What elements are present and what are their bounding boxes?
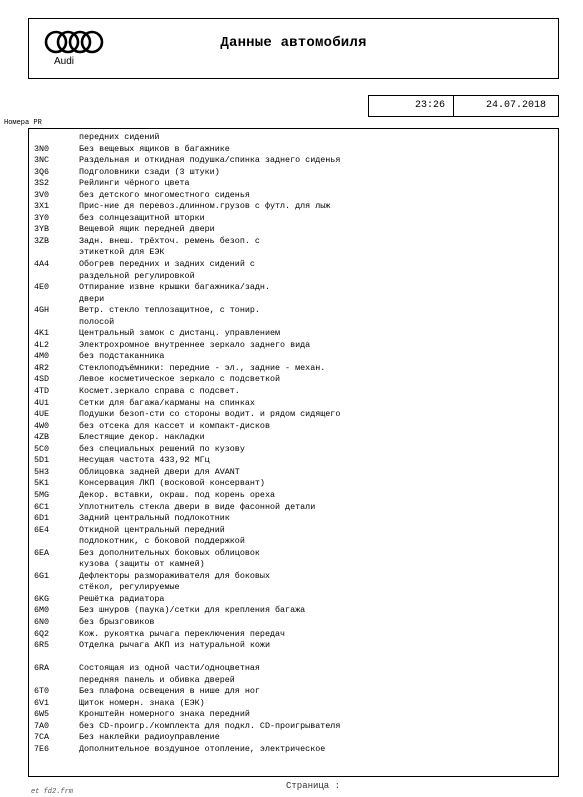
pr-description: Щиток номерн. знака (ЕЭК) [79,697,205,708]
pr-description: стёкол, регулируемые [79,582,180,593]
pr-code: 6Q2 [34,628,50,639]
pr-code: 5D1 [34,455,50,466]
pr-code: 4L2 [34,339,50,350]
list-item [34,282,554,294]
list-item [34,698,554,710]
pr-description: кузова (защиты от камней) [79,559,205,570]
pr-code: 3N0 [34,143,50,154]
brand-name: Audi [53,56,74,67]
pr-code: 6D1 [34,513,50,524]
pr-description: Раздельная и откидная подушка/спинка заднего сиденья [79,155,341,166]
pr-code: 6E4 [34,524,50,535]
pr-code: 6N0 [34,616,50,627]
list-item [34,490,554,502]
pr-code: 4K1 [34,328,50,339]
pr-code [34,582,79,594]
pr-description: двери [79,293,105,304]
pr-description: Без дополнительных боковых облицовок [79,547,260,558]
pr-description [79,652,554,664]
pr-description: Задн. внеш. трёхточ. ремень безоп. с [79,235,260,246]
pr-description: без CD-проигр./комплекта для подкл. CD-проигрывателя [79,720,341,731]
pr-description: Сетки для багажа/карманы на спинках [79,397,255,408]
pr-description: Консервация ЛКП (восковой консервант) [79,478,265,489]
pr-description: Дефлекторы размораживателя для боковых [79,570,270,581]
list-item [34,629,554,641]
pr-description: раздельной регулировкой [79,270,195,281]
time-value: 23:26 [414,100,445,111]
pr-code: 6KG [34,593,50,604]
list-item [34,155,554,167]
pr-code: 7A0 [34,720,50,731]
pr-description: Космет.зеркало справа с подсвет. [79,386,240,397]
pr-code: 4ZB [34,432,50,443]
pr-code: 3V0 [34,189,50,200]
pr-code: 6W5 [34,709,50,720]
pr-description: полосой [79,316,115,327]
pr-description: Блестящие декор. накладки [79,432,205,443]
pr-code [34,132,79,144]
section-label: Номера PR [4,119,42,127]
list-item [34,652,554,664]
pr-number-list [28,128,559,777]
pr-description: Центральный замок с дистанц. управлением [79,328,281,339]
timestamp-box [368,95,559,117]
pr-description: Подголовники сзади (3 штуки) [79,166,220,177]
pr-code [34,271,79,283]
list-item [34,294,554,306]
list-item [34,721,554,733]
pr-code: 6M0 [34,605,50,616]
list-item [34,525,554,537]
list-item [34,340,554,352]
list-item [34,709,554,721]
pr-code: 4M0 [34,351,50,362]
list-item [34,663,554,675]
pr-description: этикеткой для ЕЭК [79,247,165,258]
pr-description: без специальных решений по кузову [79,443,245,454]
list-item [34,271,554,283]
list-item [34,409,554,421]
document-header [28,18,559,79]
pr-description: Задний центральный подлокотник [79,513,230,524]
form-file-name: et fd2.frm [31,788,74,796]
pr-code: 6T0 [34,686,50,697]
pr-description: Ветр. стекло теплозащитное, с тонир. [79,305,260,316]
list-item [34,132,554,144]
pr-description: Прис-ние дя перевоз.длинном.грузов с футл. для лыж [79,201,331,212]
pr-code [34,652,79,664]
list-item [34,640,554,652]
list-item [34,455,554,467]
pr-description: Состоящая из одной части/одноцветная [79,663,260,674]
list-item [34,178,554,190]
page-title: Данные автомобиля [220,35,367,51]
pr-description: Облицовка задней двери для AVANT [79,466,240,477]
pr-code [34,536,79,548]
pr-code: 5MG [34,489,50,500]
pr-code: 4E0 [34,282,50,293]
pr-description: Декор. вставки, окраш. под корень ореха [79,489,276,500]
list-item [34,675,554,687]
list-item [34,236,554,248]
list-item [34,594,554,606]
list-item [34,201,554,213]
pr-code: 4A4 [34,259,50,270]
list-item [34,478,554,490]
pr-code: 6G1 [34,570,50,581]
list-item [34,732,554,744]
pr-description: без отсека для кассет и компакт-дисков [79,420,270,431]
pr-code: 4TD [34,386,50,397]
list-item [34,744,554,756]
pr-code: 6EA [34,547,50,558]
pr-code [34,294,79,306]
list-item [34,548,554,560]
pr-code: 4W0 [34,420,50,431]
pr-description: Решётка радиатора [79,593,165,604]
list-item [34,305,554,317]
pr-description: Уплотнитель стекла двери в виде фасонной детали [79,501,316,512]
list-item [34,398,554,410]
list-item [34,502,554,514]
list-item [34,190,554,202]
pr-description: Без шнуров (паука)/сетки для крепления багажа [79,605,306,616]
pr-description: Откидной центральный передний [79,524,225,535]
list-item [34,582,554,594]
list-item [34,167,554,179]
pr-code: 4GH [34,305,50,316]
list-item [34,444,554,456]
pr-code: 3S2 [34,178,50,189]
pr-code: 4UE [34,409,50,420]
pr-code: 3Y0 [34,212,50,223]
pr-description: Дополнительное воздушное отопление, электрическое [79,743,326,754]
list-item [34,386,554,398]
list-item [34,317,554,329]
pr-code: 3Q6 [34,166,50,177]
pr-code: 3NC [34,155,50,166]
pr-description: Несущая частота 433,92 МГц [79,455,210,466]
pr-code: 7E6 [34,743,50,754]
list-item [34,686,554,698]
pr-code [34,317,79,329]
pr-description: Стеклоподъёмники: передние - эл., задние - механ. [79,362,326,373]
pr-description: Отпирание извне крышки багажника/задн. [79,282,270,293]
pr-code: 6RA [34,663,50,674]
pr-description: без брызговиков [79,616,155,627]
pr-description: без солнцезащитной шторки [79,212,205,223]
pr-description: Без вещевых ящиков в багажнике [79,143,230,154]
pr-description: Обогрев передних и задних сидений с [79,259,255,270]
pr-code [34,559,79,571]
list-item [34,605,554,617]
pr-code: 5C0 [34,443,50,454]
pr-description: Рейлинги чёрного цвета [79,178,190,189]
pr-description: Без наклейки радиоуправление [79,732,220,743]
pr-description: Без плафона освещения в нише для ног [79,686,260,697]
pr-description: Вещевой ящик передней двери [79,224,215,235]
pr-description: Подушки безоп-сти со стороны водит. и рядом сидящего [79,409,341,420]
pr-code: 7CA [34,732,50,743]
pr-description: подлокотник, с боковой поддержкой [79,536,245,547]
pr-description: Кронштейн номерного знака передний [79,709,250,720]
list-item [34,247,554,259]
pr-description: Левое косметическое зеркало с подсветкой [79,374,281,385]
pr-code: 3YB [34,224,50,235]
pr-code: 3ZB [34,235,50,246]
list-item [34,432,554,444]
pr-code: 5H3 [34,466,50,477]
list-item [34,351,554,363]
list-item [34,467,554,479]
pr-rows [34,132,554,756]
page-number-label: Страница : [286,781,341,791]
pr-code: 6C1 [34,501,50,512]
pr-code: 4R2 [34,362,50,373]
pr-code: 3X1 [34,201,50,212]
list-item [34,421,554,433]
list-item [34,224,554,236]
pr-code: 6V1 [34,697,50,708]
date-value: 24.07.2018 [453,96,558,116]
pr-code [34,247,79,259]
list-item [34,513,554,525]
list-item [34,617,554,629]
pr-code [34,675,79,687]
pr-description: Кож. рукоятка рычага переключения передач [79,628,286,639]
pr-code: 4U1 [34,397,50,408]
pr-description: передних сидений [79,132,160,142]
list-item [34,259,554,271]
pr-description: без подстаканника [79,351,165,362]
pr-description: передняя панель и обивка дверей [79,674,235,685]
pr-description: Отделка рычага АКП из натуральной кожи [79,640,270,651]
pr-code: 5K1 [34,478,50,489]
list-item [34,536,554,548]
list-item [34,144,554,156]
pr-description: Электрохромное внутреннее зеркало заднего вида [79,339,311,350]
pr-code: 6R5 [34,640,50,651]
list-item [34,363,554,375]
list-item [34,328,554,340]
pr-description: без детского многоместного сиденья [79,189,250,200]
pr-code: 4SD [34,374,50,385]
list-item [34,213,554,225]
list-item [34,374,554,386]
list-item [34,571,554,583]
list-item [34,559,554,571]
